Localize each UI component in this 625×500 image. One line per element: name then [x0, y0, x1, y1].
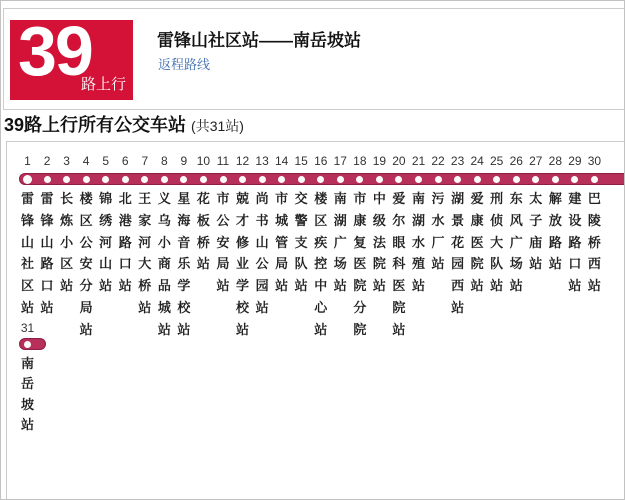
stop-dot: [435, 176, 442, 183]
stop-name[interactable]: 义 乌 小 商 品 城 站: [157, 191, 171, 337]
stop-dot: [591, 176, 598, 183]
route-badge: [10, 12, 133, 100]
stop-number: 1: [24, 154, 31, 168]
stop-name[interactable]: 王 家 河 大 桥 站: [138, 191, 152, 315]
stop-name[interactable]: 南 湖 水 殖 站: [411, 191, 425, 294]
stop-number: 30: [587, 154, 602, 168]
stop-name[interactable]: 巴 陵 桥 西 站: [587, 191, 601, 294]
stop-name[interactable]: 北 港 路 口 站: [118, 191, 132, 294]
stop-number: 8: [161, 154, 168, 168]
stop-name[interactable]: 南 岳 坡 站: [20, 356, 34, 433]
stop-name[interactable]: 市 城 管 局 站: [275, 191, 289, 294]
stop-name[interactable]: 建 设 路 口 站: [568, 191, 582, 294]
stop-dot: [337, 176, 344, 183]
stop-dot: [376, 176, 383, 183]
stop-dot: [200, 176, 207, 183]
stop-number: 6: [121, 154, 129, 168]
stop-name[interactable]: 星 海 音 乐 学 校 站: [177, 191, 191, 337]
stop-name[interactable]: 太 子 庙 站: [529, 191, 543, 272]
stop-name[interactable]: 楼 区 公 安 分 局 站: [79, 191, 93, 337]
stop-name[interactable]: 东 风 广 场 站: [509, 191, 523, 294]
stop-dot: [239, 176, 246, 183]
stop-number: 18: [353, 154, 367, 168]
stop-number: 15: [294, 154, 308, 168]
stop-name[interactable]: 刑 侦 大 队 站: [490, 191, 504, 294]
stop-dot: [122, 176, 129, 183]
stop-number: 28: [548, 154, 563, 168]
stop-name[interactable]: 交 警 支 队 站: [294, 191, 308, 294]
stop-name[interactable]: 兢 才 修 业 学 校 站: [236, 191, 250, 337]
stop-name[interactable]: 花 板 桥 站: [196, 191, 210, 272]
stop-number: 13: [255, 154, 269, 168]
route-header: [3, 8, 624, 110]
stop-number: 4: [82, 154, 90, 168]
stop-name[interactable]: 市 公 安 局 站: [216, 191, 230, 294]
stop-number: 20: [392, 154, 406, 168]
stop-number: 16: [314, 154, 328, 168]
stop-dot: [83, 176, 90, 183]
stop-name[interactable]: 锦 绣 河 山 站: [99, 191, 113, 294]
stop-name[interactable]: 污 水 厂 站: [431, 191, 445, 272]
stop-number: 26: [509, 154, 523, 168]
stop-name[interactable]: 解 放 路 站: [548, 191, 562, 272]
stop-number: 24: [470, 154, 484, 168]
stops-count: (共31站): [191, 118, 244, 134]
stop-dot: [259, 176, 266, 183]
stop-number: 23: [450, 154, 465, 168]
stop-number: 27: [529, 154, 543, 168]
stop-number: 21: [411, 154, 426, 168]
stop-name[interactable]: 中 级 法 院 站: [372, 191, 386, 294]
stops-panel: [6, 141, 624, 500]
stops-section-heading: [4, 111, 244, 137]
stop-number: 3: [63, 154, 70, 168]
route-direction-label: 路上行: [80, 76, 126, 93]
stop-dot: [415, 176, 422, 183]
stop-name[interactable]: 楼 区 疾 控 中 心 站: [314, 191, 328, 337]
stop-number: 14: [274, 154, 289, 168]
stop-number: 19: [372, 154, 387, 168]
stop-name[interactable]: 湖 景 花 园 西 站: [451, 191, 465, 315]
stop-number: 7: [141, 154, 149, 168]
stop-name[interactable]: 尚 书 山 公 园 站: [255, 191, 269, 315]
stop-number: 17: [333, 154, 347, 168]
stop-dot: [44, 176, 51, 183]
stop-number: 22: [431, 154, 445, 168]
stop-name[interactable]: 爱 康 医 院 站: [470, 191, 484, 294]
stop-name[interactable]: 雷 锋 山 社 区 站: [20, 191, 34, 315]
stop-dot: [552, 176, 559, 183]
route-title: 雷锋山社区站——南岳坡站: [157, 31, 361, 50]
stop-dot: [24, 341, 31, 348]
stop-number: 31: [20, 321, 35, 335]
stops-heading-text: 39路上行所有公交车站: [4, 115, 187, 135]
stop-number: 29: [568, 154, 582, 168]
stop-name[interactable]: 长 炼 小 区 站: [60, 191, 74, 294]
stop-dot: [298, 176, 305, 183]
stop-dot: [513, 176, 520, 183]
stop-name[interactable]: 南 湖 广 场 站: [333, 191, 347, 294]
route-number: 39: [18, 12, 92, 90]
stop-number: 25: [490, 154, 504, 168]
return-route-link[interactable]: 返程路线: [158, 57, 211, 72]
stop-number: 2: [43, 154, 51, 168]
stop-name[interactable]: 雷 锋 山 路 口 站: [40, 191, 54, 315]
stop-dot: [161, 176, 168, 183]
stop-dot: [23, 175, 32, 184]
stop-number: 9: [180, 154, 188, 168]
stop-number: 12: [235, 154, 250, 168]
stop-name[interactable]: 爱 尔 眼 科 医 院 站: [392, 191, 406, 337]
stop-number: 5: [102, 154, 110, 168]
stop-number: 10: [196, 154, 211, 168]
stop-dot: [220, 176, 227, 183]
stop-dot: [474, 176, 481, 183]
stop-name[interactable]: 市 康 复 医 院 分 院: [353, 191, 367, 337]
stop-number: 11: [216, 154, 230, 168]
